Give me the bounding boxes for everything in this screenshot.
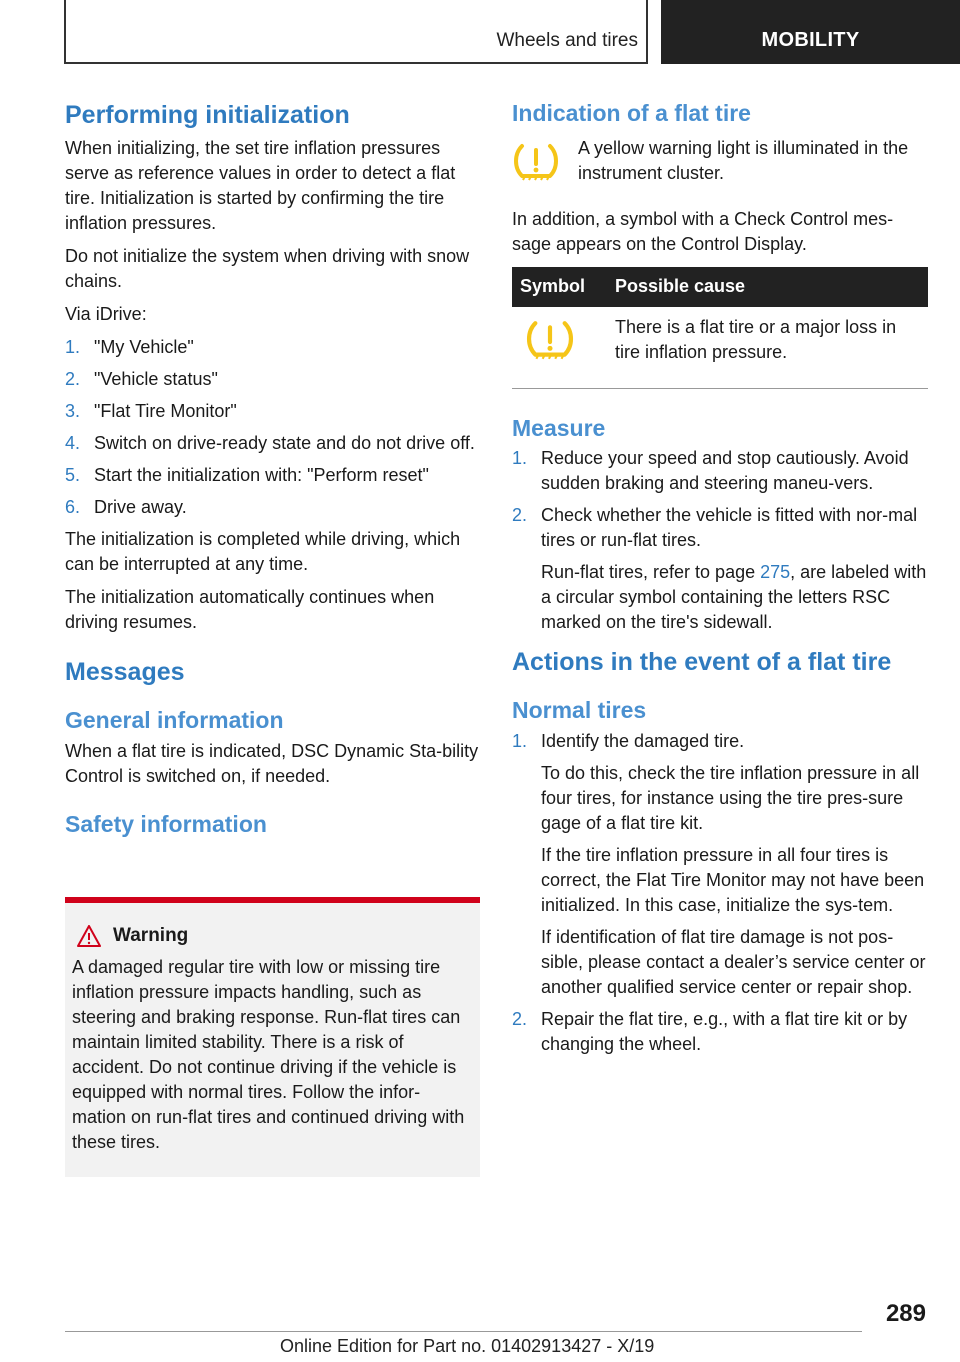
list-item: 1. "My Vehicle" bbox=[65, 337, 194, 357]
list-item: 5. Start the initialization with: "Perform reset" bbox=[65, 465, 429, 485]
actions-heading: Actions in the event of a flat tire bbox=[512, 648, 892, 677]
page-number: 289 bbox=[885, 1300, 926, 1327]
page-link[interactable]: 275 bbox=[760, 562, 791, 583]
footer-edition: Online Edition for Part no. 01402913427 - X/19 bbox=[280, 1336, 655, 1356]
normal-tires-steps bbox=[512, 729, 928, 1057]
measure-heading: Measure bbox=[512, 414, 606, 441]
warning-triangle-icon bbox=[77, 925, 101, 947]
list-item: 2. "Vehicle status" bbox=[65, 369, 218, 389]
footer-divider bbox=[65, 1331, 862, 1332]
table-header-symbol: Symbol bbox=[512, 267, 607, 307]
tpms-warning-icon bbox=[512, 136, 576, 189]
list-item: 1. Reduce your speed and stop cautiously. Avoid sudden braking and steering maneu-vers. bbox=[512, 448, 909, 494]
table-row bbox=[512, 307, 928, 384]
chapter-tab: MOBILITY bbox=[661, 0, 960, 64]
normal-tires-heading: Normal tires bbox=[512, 697, 647, 724]
list-item: 3. "Flat Tire Monitor" bbox=[65, 401, 237, 421]
section-divider bbox=[512, 388, 928, 389]
general-info-paragraph: When a flat tire is indicated, DSC Dynamic Sta-bility Control is switched on, if needed. bbox=[65, 740, 479, 786]
general-info-heading: General information bbox=[65, 707, 284, 733]
list-item: 2. Check whether the vehicle is fitted with nor-mal tires or run-flat tires. Run-flat tires, refer to page 275, are labeled with a circular symbol containing the letters RSC marked on the tire's sidewall. bbox=[512, 505, 927, 633]
section-title: Wheels and tires bbox=[496, 30, 638, 51]
init-paragraph-3: Via iDrive: bbox=[65, 304, 147, 324]
left-column bbox=[65, 100, 480, 838]
safety-info-heading: Safety information bbox=[65, 810, 267, 837]
messages-heading: Messages bbox=[65, 658, 185, 686]
indication-heading: Indication of a flat tire bbox=[512, 100, 751, 126]
table-cell-cause: There is a flat tire or a major loss in tire inflation pressure. bbox=[615, 316, 897, 362]
warning-box bbox=[65, 897, 480, 1177]
indication-text: A yellow warning light is illuminated in the instrument cluster. bbox=[578, 137, 909, 183]
list-item: 6. Drive away. bbox=[65, 497, 187, 517]
warning-title: Warning bbox=[72, 925, 472, 947]
init-heading: Performing initialization bbox=[65, 101, 350, 129]
tpms-symbol-icon bbox=[520, 319, 580, 363]
indication-paragraph: In addition, a symbol with a Check Control mes-sage appears on the Control Display. bbox=[512, 208, 894, 254]
init-paragraph-2: Do not initialize the system when driving with snow chains. bbox=[65, 246, 470, 291]
table-header-cause: Possible cause bbox=[607, 267, 928, 307]
init-paragraph-4: The initialization is completed while driving, which can be interrupted at any time. bbox=[65, 529, 461, 574]
list-item: 1. Identify the damaged tire. To do this, check the tire inflation pressure in all four tires, for instance using the tire pres-sure gage of a flat tire kit. If the tire inflation pressure in all four tires is correct, the Flat Tire Monitor may not have been initialized. In this case, initialize the sys-tem. If identification of flat tire damage is not pos-sible, please contact a dealer’s service center or another qualified service center or repair shop. bbox=[512, 730, 926, 997]
init-steps bbox=[65, 335, 480, 520]
symbol-table bbox=[512, 267, 928, 384]
measure-steps bbox=[512, 446, 928, 635]
table-cell-symbol bbox=[512, 307, 607, 384]
init-paragraph-5: The initialization automatically continues when driving resumes. bbox=[65, 587, 435, 632]
warning-text: A damaged regular tire with low or missing tire inflation pressure impacts handling, such as steering and braking response. Run-flat tires can maintain limited stability. There is a risk of accident. Do not continue driving if the vehicle is equipped with normal tires. Follow the infor-mation on run-flat tires and continued driving with these tires. bbox=[72, 957, 465, 1152]
list-item: 2. Repair the flat tire, e.g., with a flat tire kit or by changing the wheel. bbox=[512, 1008, 908, 1054]
right-column bbox=[512, 100, 928, 1064]
list-item: 4. Switch on drive-ready state and do not drive off. bbox=[65, 433, 475, 453]
indication-row bbox=[512, 136, 928, 189]
init-paragraph-1: When initializing, the set tire inflation pressures serve as reference values in order to detect a flat tire. Initialization is started by confirming the tire inflation pressures. bbox=[65, 138, 456, 233]
